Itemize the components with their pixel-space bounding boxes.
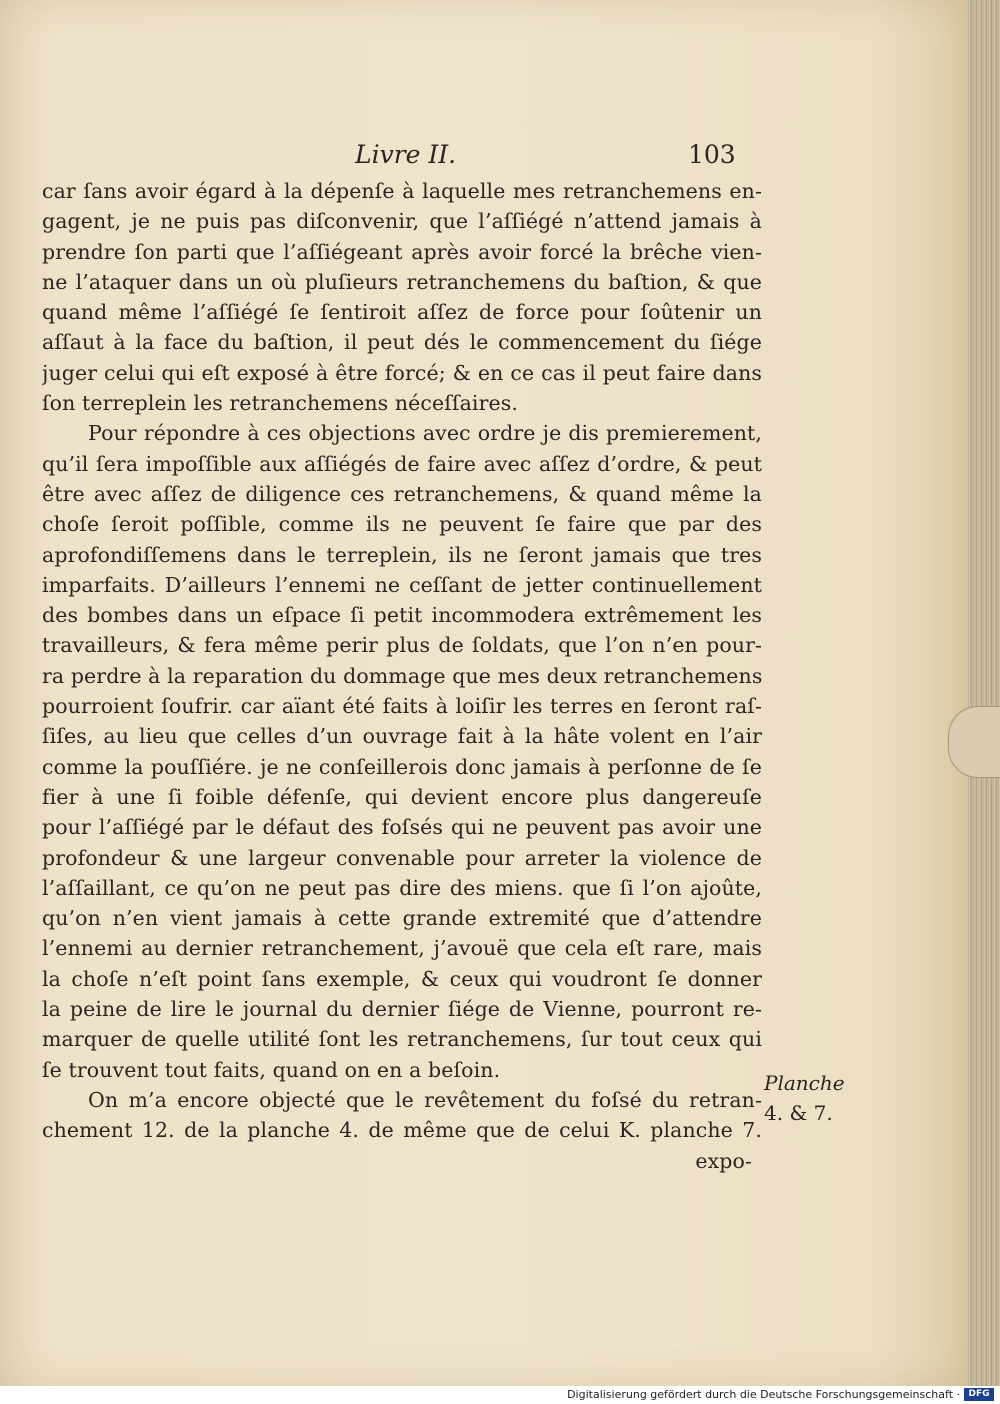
text-line: gagent, je ne puis pas diſconvenir, que l’aſſiégé n’attend jamais à: [42, 209, 762, 234]
text-line: aprofondiſſemens dans le terreplein, ils ne ſeront jamais que tres: [42, 542, 762, 567]
text-line: ſe trouvent tout faits, quand on en a beſoin.: [42, 1057, 501, 1082]
margin-note-title: Planche: [764, 1071, 845, 1095]
text-line: pourroient ſoufrir. car aïant été faits à loiſir les terres en ſeront raſ-: [42, 694, 762, 719]
text-line: chement 12. de la planche 4. de même que de celui K. planche 7.: [42, 1118, 762, 1143]
text-line: l’ennemi au dernier retranchement, j’avouë que cela eſt rare, mais: [42, 936, 762, 961]
text-line: des bombes dans un eſpace ſi petit incommodera extrêmement les: [42, 603, 762, 628]
text-line: qu’on n’en vient jamais à cette grande extremité que d’attendre: [42, 906, 762, 931]
text-line: prendre ſon parti que l’aſſiégeant après avoir forcé la brêche vien-: [42, 239, 762, 264]
text-line: ne l’ataquer dans un où pluſieurs retranchemens du baſtion, & que: [42, 269, 762, 294]
text-line: ra perdre à la reparation du dommage que mes deux retranchemens: [42, 663, 762, 688]
page-header: [0, 140, 968, 180]
dfg-logo: DFG: [964, 1388, 994, 1401]
text-line: car ſans avoir égard à la dépenſe à laquelle mes retranchemens en-: [42, 179, 762, 203]
margin-note: [764, 1068, 844, 1128]
text-line: pour l’aſſiégé par le défaut des foſsés qui ne peuvent pas avoir une: [42, 815, 762, 840]
footer-credit: Digitalisierung gefördert durch die Deutsche Forschungsgemeinschaft ·: [567, 1388, 960, 1401]
text-line: choſe ſeroit poſſible, comme ils ne peuvent ſe faire que par des: [42, 512, 762, 537]
text-line: travailleurs, & fera même perir plus de ſoldats, que l’on n’en pour-: [42, 633, 762, 658]
text-line: la choſe n’eſt point ſans exemple, & ceux qui voudront ſe donner: [42, 966, 762, 991]
text-line: Pour répondre à ces objections avec ordre je dis premierement,: [88, 421, 762, 446]
text-line: la peine de lire le journal du dernier ſiége de Vienne, pourront re-: [42, 997, 762, 1022]
text-line: juger celui qui eſt exposé à être forcé; & en ce cas il peut faire dans: [42, 360, 762, 385]
text-line: fier à une ſi foible défenſe, qui devient encore plus dangereuſe: [42, 784, 762, 809]
text-line: être avec aſſez de diligence ces retranchemens, & quand même la: [42, 481, 762, 506]
text-line: profondeur & une largeur convenable pour arreter la violence de: [42, 845, 762, 870]
page-tab: [948, 706, 1000, 778]
text-line: quand même l’aſſiégé ſe ſentiroit aſſez de force pour ſoûtenir un: [42, 300, 762, 325]
page-number: 103: [688, 140, 736, 169]
text-line: comme la pouſſiére. je ne conſeillerois donc jamais à perſonne de ſe: [42, 754, 762, 779]
text-line: aſſaut à la face du baſtion, il peut dés le commencement du ſiége: [42, 330, 762, 355]
running-head: Livre II.: [355, 140, 457, 169]
text-line: ſon terreplein les retranchemens néceſſaires.: [42, 391, 518, 416]
text-line: imparfaits. D’ailleurs l’ennemi ne ceſſant de jetter continuellement: [42, 572, 762, 597]
text-line: qu’il ſera impoſſible aux aſſiégés de faire avec aſſez d’ordre, & peut: [42, 451, 762, 476]
text-line: l’aſſaillant, ce qu’on ne peut pas dire des miens. que ſi l’on ajoûte,: [42, 875, 762, 900]
page-edge: [968, 0, 1000, 1386]
margin-note-reference: 4. & 7.: [764, 1101, 833, 1125]
text-line: ſiſes, au lieu que celles d’un ouvrage fait à la hâte volent en l’air: [42, 724, 762, 749]
catchword: expo-: [695, 1148, 752, 1173]
body-text: [42, 176, 762, 1176]
text-line: marquer de quelle utilité ſont les retranchemens, ſur tout ceux qui: [42, 1027, 762, 1052]
text-line: On m’a encore objecté que le revêtement du foſsé du retran-: [88, 1087, 762, 1112]
